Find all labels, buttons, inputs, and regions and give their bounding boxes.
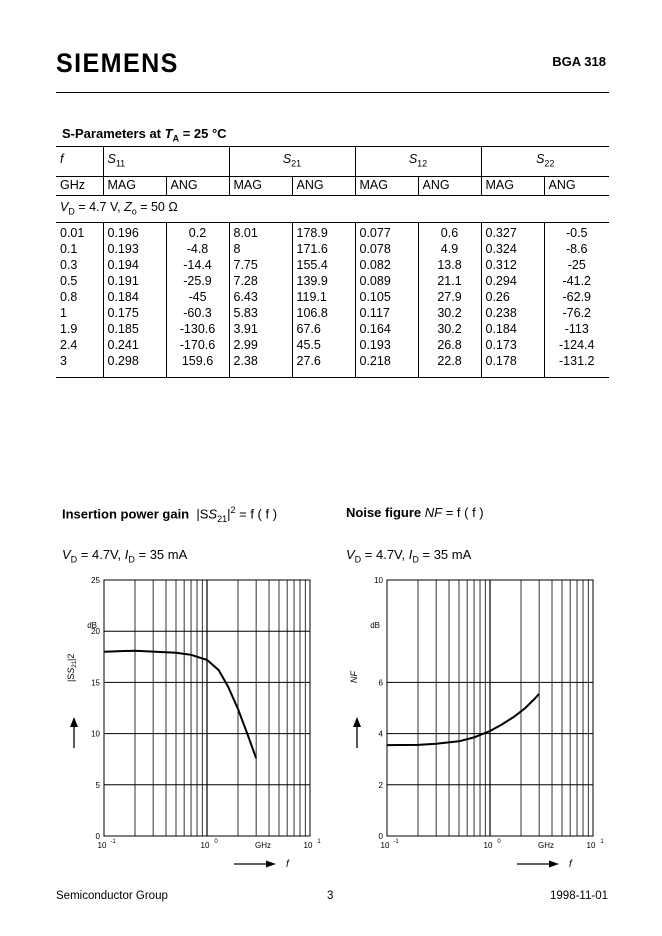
table-cell: 0.175 bbox=[103, 305, 166, 321]
table-cell: -170.6 bbox=[166, 337, 229, 353]
y-axis-arrow-head bbox=[353, 717, 361, 727]
table-cell: 0.105 bbox=[355, 289, 418, 305]
nf-chart-condition: $V_D = 4.7V$, $I_D = 35$ mA bbox=[346, 547, 472, 565]
table-cell: 1 bbox=[60, 306, 67, 320]
table-cell: 0.178 bbox=[481, 353, 544, 378]
table-cell: -124.4 bbox=[544, 337, 609, 353]
table-cell: 5.83 bbox=[229, 305, 292, 321]
table-cell: 26.8 bbox=[418, 337, 481, 353]
x-tick-exponent: -1 bbox=[110, 839, 116, 845]
y-tick-label: 25 bbox=[91, 576, 100, 585]
x-tick-exponent: 0 bbox=[497, 839, 501, 845]
x-tick-label: 10 bbox=[303, 841, 313, 850]
col-f: f bbox=[56, 147, 103, 177]
table-row bbox=[56, 353, 609, 378]
table-cell: 0.082 bbox=[355, 257, 418, 273]
table-condition-row: $V_D = 4.7$ V, $Z_o = 50$ Ω bbox=[56, 195, 609, 223]
table-cell: 0.078 bbox=[355, 241, 418, 257]
table-header-params bbox=[56, 147, 609, 177]
col-s11: $S_{11}$ bbox=[103, 147, 229, 177]
table-cell: -130.6 bbox=[166, 321, 229, 337]
table-cell: 0.117 bbox=[355, 305, 418, 321]
table-cell: 0.194 bbox=[103, 257, 166, 273]
table-cell: 178.9 bbox=[292, 223, 355, 242]
table-cell: 0.191 bbox=[103, 273, 166, 289]
sparams-table bbox=[56, 146, 609, 378]
table-cell: 0.193 bbox=[355, 337, 418, 353]
table-cell: 0.164 bbox=[355, 321, 418, 337]
table-cell: 3.91 bbox=[229, 321, 292, 337]
table-cell: -131.2 bbox=[544, 353, 609, 378]
table-cell: 2.4 bbox=[60, 338, 78, 352]
table-cell: 8 bbox=[229, 241, 292, 257]
footer-page: 3 bbox=[327, 890, 334, 902]
table-cell: 0.298 bbox=[103, 353, 166, 378]
gain-chart-title: Insertion power gain $|SS_{21}|^2 = f$ ( f ) bbox=[62, 505, 278, 524]
table-cell: 0.184 bbox=[481, 321, 544, 337]
table-cell: -4.8 bbox=[166, 241, 229, 257]
table-cell: 30.2 bbox=[418, 305, 481, 321]
table-row bbox=[56, 321, 609, 337]
series-line bbox=[104, 651, 256, 759]
table-cell: 30.2 bbox=[418, 321, 481, 337]
table-row bbox=[56, 305, 609, 321]
table-cell: -41.2 bbox=[544, 273, 609, 289]
y-tick-label: 20 bbox=[91, 627, 100, 637]
table-cell: 6.43 bbox=[229, 289, 292, 305]
y-tick-label: 10 bbox=[374, 576, 383, 585]
table-cell: 0.3 bbox=[60, 258, 78, 272]
table-cell: 0.241 bbox=[103, 337, 166, 353]
y-tick-label: 10 bbox=[91, 729, 100, 739]
table-cell: 7.75 bbox=[229, 257, 292, 273]
x-tick-label: 10 bbox=[97, 841, 107, 850]
y-unit-label: dB bbox=[87, 621, 97, 630]
table-cell: 0.077 bbox=[355, 223, 418, 242]
x-axis-arrow-head bbox=[266, 861, 276, 868]
part-number: BGA 318 bbox=[552, 54, 606, 69]
table-cell: -62.9 bbox=[544, 289, 609, 305]
x-tick-label: 10 bbox=[380, 841, 390, 850]
table-cell: -8.6 bbox=[544, 241, 609, 257]
nf-chart-title: Noise figure NF = f ( f ) bbox=[346, 505, 484, 520]
table-cell: 0.312 bbox=[481, 257, 544, 273]
y-tick-label: 6 bbox=[378, 678, 383, 688]
table-cell: 0.089 bbox=[355, 273, 418, 289]
y-axis-arrow-head bbox=[70, 717, 78, 727]
table-cell: 0.6 bbox=[418, 223, 481, 242]
table-cell: 171.6 bbox=[292, 241, 355, 257]
table-cell: 13.8 bbox=[418, 257, 481, 273]
table-row bbox=[56, 241, 609, 257]
x-tick-label: 10 bbox=[483, 841, 493, 850]
sparams-title: S-Parameters at $T_A = 25$ °C bbox=[62, 126, 227, 144]
gain-chart-condition: $V_D = 4.7V$, $I_D = 35$ mA bbox=[62, 547, 188, 565]
y-tick-label: 15 bbox=[91, 678, 100, 688]
table-cell: -60.3 bbox=[166, 305, 229, 321]
col-s22: $S_{22}$ bbox=[481, 147, 609, 177]
x-tick-label: 10 bbox=[586, 841, 596, 850]
table-cell: 0.327 bbox=[481, 223, 544, 242]
table-cell: 0.218 bbox=[355, 353, 418, 378]
table-row bbox=[56, 289, 609, 305]
table-cell: 0.294 bbox=[481, 273, 544, 289]
table-cell: 0.26 bbox=[481, 289, 544, 305]
gain-chart bbox=[60, 570, 330, 870]
y-axis-label: NF bbox=[349, 671, 359, 683]
y-tick-label: 5 bbox=[95, 780, 100, 790]
table-cell: 0.196 bbox=[103, 223, 166, 242]
footer-left: Semiconductor Group bbox=[56, 890, 168, 902]
x-tick-exponent: -1 bbox=[393, 839, 399, 845]
x-axis-label: f bbox=[569, 859, 572, 870]
y-tick-label: 0 bbox=[378, 832, 383, 841]
y-tick-label: 0 bbox=[95, 832, 100, 841]
table-cell: 0.1 bbox=[60, 242, 78, 256]
footer-date: 1998-11-01 bbox=[550, 890, 608, 902]
table-cell: -45 bbox=[166, 289, 229, 305]
table-header-units: GHz MAG ANG MAG ANG MAG ANG MAG ANG bbox=[56, 176, 609, 195]
table-cell: 0.2 bbox=[166, 223, 229, 242]
table-cell: 21.1 bbox=[418, 273, 481, 289]
x-unit-label: GHz bbox=[538, 841, 554, 850]
table-cell: -25 bbox=[544, 257, 609, 273]
x-tick-exponent: 0 bbox=[214, 839, 218, 845]
table-cell: -76.2 bbox=[544, 305, 609, 321]
table-cell: 119.1 bbox=[292, 289, 355, 305]
x-axis-label: f bbox=[286, 859, 289, 870]
table-cell: 0.8 bbox=[60, 290, 78, 304]
table-row bbox=[56, 257, 609, 273]
table-cell: 2.38 bbox=[229, 353, 292, 378]
table-cell: 22.8 bbox=[418, 353, 481, 378]
series-line bbox=[387, 694, 539, 745]
x-tick-label: 10 bbox=[200, 841, 210, 850]
x-tick-exponent: 1 bbox=[600, 839, 604, 845]
header-rule bbox=[56, 92, 609, 93]
table-cell: 159.6 bbox=[166, 353, 229, 378]
x-tick-exponent: 1 bbox=[317, 839, 321, 845]
table-cell: 4.9 bbox=[418, 241, 481, 257]
table-cell: 27.6 bbox=[292, 353, 355, 378]
col-s12: $S_{12}$ bbox=[355, 147, 481, 177]
y-tick-label: 2 bbox=[378, 780, 383, 790]
table-row bbox=[56, 337, 609, 353]
table-cell: 106.8 bbox=[292, 305, 355, 321]
nf-chart bbox=[343, 570, 613, 870]
table-cell: 0.184 bbox=[103, 289, 166, 305]
table-cell: 45.5 bbox=[292, 337, 355, 353]
table-cell: 0.5 bbox=[60, 274, 78, 288]
table-cell: 2.99 bbox=[229, 337, 292, 353]
y-axis-label: $|SS_{21}|2$ bbox=[66, 653, 78, 682]
table-row bbox=[56, 273, 609, 289]
table-cell: 139.9 bbox=[292, 273, 355, 289]
table-cell: 3 bbox=[56, 353, 103, 378]
x-unit-label: GHz bbox=[255, 841, 271, 850]
table-cell: 0.01 bbox=[60, 226, 85, 240]
col-s21: $S_{21}$ bbox=[229, 147, 355, 177]
table-cell: -0.5 bbox=[544, 223, 609, 242]
table-cell: 0.185 bbox=[103, 321, 166, 337]
table-cell: 8.01 bbox=[229, 223, 292, 242]
table-cell: -14.4 bbox=[166, 257, 229, 273]
y-unit-label: dB bbox=[370, 621, 380, 630]
table-cell: 7.28 bbox=[229, 273, 292, 289]
table-cell: 67.6 bbox=[292, 321, 355, 337]
x-axis-arrow-head bbox=[549, 861, 559, 868]
table-cell: -113 bbox=[544, 321, 609, 337]
siemens-logo: SIEMENS bbox=[56, 48, 179, 78]
table-row bbox=[56, 223, 609, 242]
table-cell: 155.4 bbox=[292, 257, 355, 273]
table-cell: 0.173 bbox=[481, 337, 544, 353]
table-cell: -25.9 bbox=[166, 273, 229, 289]
y-tick-label: 4 bbox=[378, 729, 383, 739]
table-cell: 0.193 bbox=[103, 241, 166, 257]
table-cell: 0.238 bbox=[481, 305, 544, 321]
table-cell: 27.9 bbox=[418, 289, 481, 305]
table-cell: 1.9 bbox=[60, 322, 78, 336]
table-cell: 0.324 bbox=[481, 241, 544, 257]
